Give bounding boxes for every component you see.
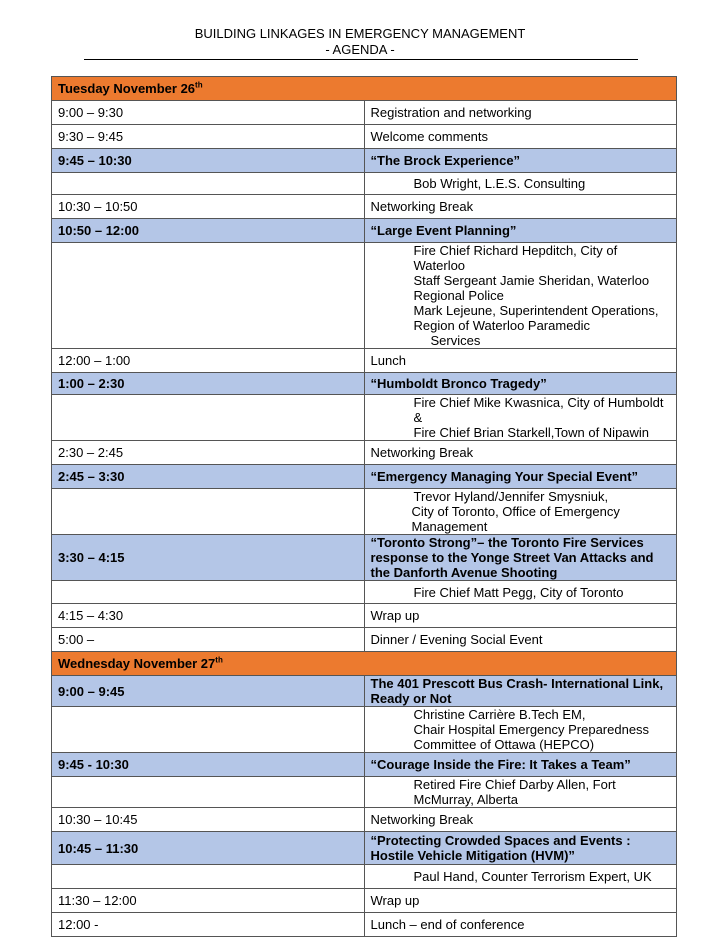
- speakers-cell: Paul Hand, Counter Terrorism Expert, UK: [364, 865, 677, 889]
- speaker-row: [52, 707, 677, 753]
- speakers-cell: Retired Fire Chief Darby Allen, Fort McMurray, Alberta: [364, 777, 677, 808]
- agenda-row: [52, 808, 677, 832]
- speaker-row: [52, 243, 677, 349]
- speakers-cell: Fire Chief Richard Hepditch, City of Waterloo Staff Sergeant Jamie Sheridan, Waterloo Regional Police Mark Lejeune, Superintendent Operations, Region of Waterloo Paramedic Services: [364, 243, 677, 349]
- agenda-row: [52, 889, 677, 913]
- session-row: [52, 149, 677, 173]
- activity-cell: Networking Break: [364, 808, 677, 832]
- speakers-cell: Bob Wright, L.E.S. Consulting: [364, 173, 677, 195]
- session-row: [52, 676, 677, 707]
- speaker-row: [52, 777, 677, 808]
- time-cell: 4:15 – 4:30: [52, 604, 365, 628]
- time-cell: 2:45 – 3:30: [52, 465, 365, 489]
- agenda-row: [52, 441, 677, 465]
- time-cell: 3:30 – 4:15: [52, 535, 365, 581]
- agenda-row: [52, 101, 677, 125]
- agenda-table: [51, 76, 677, 937]
- session-title: The 401 Prescott Bus Crash- International Link, Ready or Not: [364, 676, 677, 707]
- session-row: [52, 535, 677, 581]
- document-subtitle: - AGENDA -: [325, 42, 395, 57]
- time-cell: 9:00 – 9:30: [52, 101, 365, 125]
- session-title: “Humboldt Bronco Tragedy”: [364, 373, 677, 395]
- activity-cell: Networking Break: [364, 195, 677, 219]
- document-title: BUILDING LINKAGES IN EMERGENCY MANAGEMENT: [194, 26, 526, 41]
- speakers-cell: Fire Chief Mike Kwasnica, City of Humboldt & Fire Chief Brian Starkell,Town of Nipawin: [364, 395, 677, 441]
- session-title: “Toronto Strong”– the Toronto Fire Services response to the Yonge Street Van Attacks and the Danforth Avenue Shooting: [364, 535, 677, 581]
- speaker-row: [52, 173, 677, 195]
- time-cell: 12:00 -: [52, 913, 365, 937]
- session-title: “Courage Inside the Fire: It Takes a Team”: [364, 753, 677, 777]
- speakers-cell: Trevor Hyland/Jennifer Smysniuk, City of Toronto, Office of Emergency Management: [364, 489, 677, 535]
- speaker-row: [52, 865, 677, 889]
- session-title: “Large Event Planning”: [364, 219, 677, 243]
- activity-cell: Lunch – end of conference: [364, 913, 677, 937]
- day-header: Tuesday November 26th: [52, 77, 677, 101]
- agenda-row: [52, 604, 677, 628]
- activity-cell: Lunch: [364, 349, 677, 373]
- activity-cell: Wrap up: [364, 889, 677, 913]
- activity-cell: Networking Break: [364, 441, 677, 465]
- title-underline: [84, 59, 638, 60]
- time-cell: 1:00 – 2:30: [52, 373, 365, 395]
- activity-cell: Welcome comments: [364, 125, 677, 149]
- session-title: “The Brock Experience”: [364, 149, 677, 173]
- session-row: [52, 753, 677, 777]
- session-title: “Emergency Managing Your Special Event”: [364, 465, 677, 489]
- time-cell: 9:45 – 10:30: [52, 149, 365, 173]
- speaker-row: [52, 395, 677, 441]
- day-header: Wednesday November 27th: [52, 652, 677, 676]
- speaker-row: [52, 581, 677, 604]
- day-header-row: [52, 77, 677, 101]
- day-header-row: [52, 652, 677, 676]
- speaker-row: [52, 489, 677, 535]
- time-cell: 2:30 – 2:45: [52, 441, 365, 465]
- session-row: [52, 465, 677, 489]
- session-row: [52, 373, 677, 395]
- activity-cell: Registration and networking: [364, 101, 677, 125]
- session-row: [52, 219, 677, 243]
- agenda-row: [52, 349, 677, 373]
- time-cell: 9:00 – 9:45: [52, 676, 365, 707]
- time-cell: 9:45 - 10:30: [52, 753, 365, 777]
- session-title: “Protecting Crowded Spaces and Events : Hostile Vehicle Mitigation (HVM)”: [364, 832, 677, 865]
- time-cell: 10:45 – 11:30: [52, 832, 365, 865]
- time-cell: 5:00 –: [52, 628, 365, 652]
- agenda-row: [52, 125, 677, 149]
- agenda-row: [52, 913, 677, 937]
- activity-cell: Dinner / Evening Social Event: [364, 628, 677, 652]
- time-cell: 11:30 – 12:00: [52, 889, 365, 913]
- speakers-cell: Christine Carrière B.Tech EM, Chair Hospital Emergency Preparedness Committee of Ottawa (HEPCO): [364, 707, 677, 753]
- agenda-row: [52, 195, 677, 219]
- activity-cell: Wrap up: [364, 604, 677, 628]
- time-cell: 10:30 – 10:45: [52, 808, 365, 832]
- time-cell: 9:30 – 9:45: [52, 125, 365, 149]
- time-cell: 10:30 – 10:50: [52, 195, 365, 219]
- session-row: [52, 832, 677, 865]
- time-cell: 10:50 – 12:00: [52, 219, 365, 243]
- agenda-row: [52, 628, 677, 652]
- speakers-cell: Fire Chief Matt Pegg, City of Toronto: [364, 581, 677, 604]
- time-cell: 12:00 – 1:00: [52, 349, 365, 373]
